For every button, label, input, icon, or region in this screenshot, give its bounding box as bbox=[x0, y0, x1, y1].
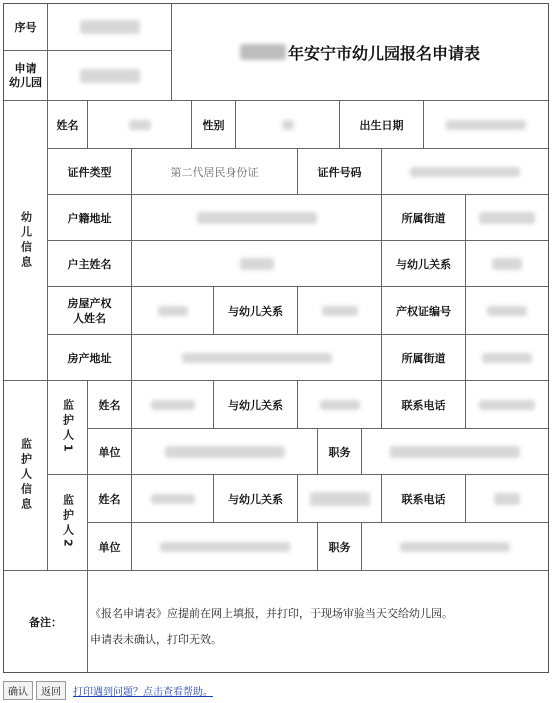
guardian-1-relation-label: 与幼儿关系 bbox=[214, 381, 298, 429]
application-form bbox=[3, 3, 549, 673]
property-owner-label: 房屋产权 人姓名 bbox=[48, 287, 132, 335]
guardian-2-unit-label: 单位 bbox=[88, 523, 132, 571]
guardian-1-name-label: 姓名 bbox=[88, 381, 132, 429]
householder-label: 户主姓名 bbox=[48, 241, 132, 287]
kindergarten-value bbox=[48, 51, 172, 101]
property-street-value bbox=[466, 335, 548, 381]
form-title: 年安宁市幼儿园报名申请表 bbox=[172, 4, 548, 101]
guardian-2-job-label: 职务 bbox=[318, 523, 362, 571]
id-type-label: 证件类型 bbox=[48, 149, 132, 195]
child-name-value bbox=[88, 101, 192, 149]
notes-label: 备注： bbox=[4, 571, 88, 672]
serial-value bbox=[48, 4, 172, 51]
child-birth-value bbox=[424, 101, 548, 149]
guardian-1-job-label: 职务 bbox=[318, 429, 362, 475]
householder-relation-label: 与幼儿关系 bbox=[382, 241, 466, 287]
guardian-2-job-value bbox=[362, 523, 548, 571]
guardian-2-phone-value bbox=[466, 475, 548, 523]
guardian-section-label: 监护人信息 bbox=[4, 381, 48, 571]
household-address-label: 户籍地址 bbox=[48, 195, 132, 241]
guardian-1-label: 监护人1 bbox=[48, 381, 88, 475]
guardian-2-label: 监护人2 bbox=[48, 475, 88, 571]
household-street-value bbox=[466, 195, 548, 241]
guardian-2-name-value bbox=[132, 475, 214, 523]
id-number-value bbox=[382, 149, 548, 195]
guardian-2-relation-label: 与幼儿关系 bbox=[214, 475, 298, 523]
back-button[interactable]: 返回 bbox=[36, 681, 66, 700]
guardian-1-name-value bbox=[132, 381, 214, 429]
guardian-1-unit-value bbox=[132, 429, 318, 475]
footer-bar bbox=[3, 681, 213, 699]
notes-line-2: 申请表未确认，打印无效。 bbox=[90, 633, 222, 646]
id-type-value: 第二代居民身份证 bbox=[132, 149, 298, 195]
property-owner-value bbox=[132, 287, 214, 335]
child-section-label: 幼儿信息 bbox=[4, 101, 48, 381]
id-number-label: 证件号码 bbox=[298, 149, 382, 195]
notes-line-1: 《报名申请表》应提前在网上填报，并打印，于现场审验当天交给幼儿园。 bbox=[90, 607, 453, 620]
guardian-1-phone-value bbox=[466, 381, 548, 429]
property-owner-relation-value bbox=[298, 287, 382, 335]
householder-value bbox=[132, 241, 382, 287]
property-cert-label: 产权证编号 bbox=[382, 287, 466, 335]
guardian-2-name-label: 姓名 bbox=[88, 475, 132, 523]
notes-content bbox=[88, 571, 548, 672]
child-birth-label: 出生日期 bbox=[340, 101, 424, 149]
guardian-2-unit-value bbox=[132, 523, 318, 571]
guardian-1-job-value bbox=[362, 429, 548, 475]
property-cert-value bbox=[466, 287, 548, 335]
household-street-label: 所属街道 bbox=[382, 195, 466, 241]
child-gender-label: 性别 bbox=[192, 101, 236, 149]
child-gender-value bbox=[236, 101, 340, 149]
kindergarten-label: 申请 幼儿园 bbox=[4, 51, 48, 101]
guardian-1-phone-label: 联系电话 bbox=[382, 381, 466, 429]
guardian-2-relation-value bbox=[298, 475, 382, 523]
guardian-2-phone-label: 联系电话 bbox=[382, 475, 466, 523]
child-name-label: 姓名 bbox=[48, 101, 88, 149]
serial-label: 序号 bbox=[4, 4, 48, 51]
property-owner-relation-label: 与幼儿关系 bbox=[214, 287, 298, 335]
property-address-value bbox=[132, 335, 382, 381]
guardian-1-unit-label: 单位 bbox=[88, 429, 132, 475]
confirm-button[interactable]: 确认 bbox=[3, 681, 33, 700]
guardian-1-relation-value bbox=[298, 381, 382, 429]
household-address-value bbox=[132, 195, 382, 241]
householder-relation-value bbox=[466, 241, 548, 287]
print-help-link[interactable]: 打印遇到问题？点击查看帮助。 bbox=[73, 686, 213, 698]
property-street-label: 所属街道 bbox=[382, 335, 466, 381]
property-address-label: 房产地址 bbox=[48, 335, 132, 381]
